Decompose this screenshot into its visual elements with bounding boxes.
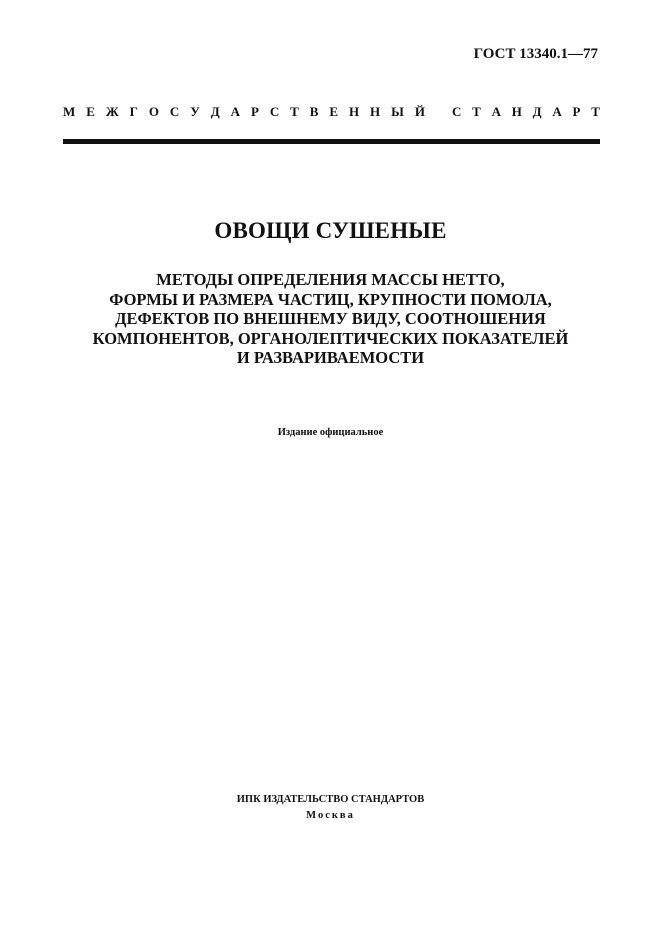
subtitle-line: КОМПОНЕНТОВ, ОРГАНОЛЕПТИЧЕСКИХ ПОКАЗАТЕЛЕЙ [92,328,569,348]
banner-letter: С [452,104,462,119]
banner-letter: Т [290,104,299,119]
category-word-interstate [63,104,425,120]
banner-letter: Н [348,104,360,119]
publisher-name: ИПК ИЗДАТЕЛЬСТВО СТАНДАРТОВ [236,794,425,805]
banner-letter: Й [414,104,425,119]
publisher-city: Москва [306,810,355,821]
banner-letter: А [491,104,501,119]
banner-letter: А [230,104,240,119]
edition-note: Издание официальное [277,427,384,438]
banner-letter: Ы [391,104,404,119]
banner-letter: Г [129,104,138,119]
banner-letter: Н [511,104,522,119]
banner-letter: Н [370,104,381,119]
banner-letter: В [309,104,319,119]
banner-letter: М [63,104,76,119]
header-rule [63,139,600,144]
banner-letter: Е [86,104,95,119]
banner-letter: О [148,104,159,119]
subtitle-line: МЕТОДЫ ОПРЕДЕЛЕНИЯ МАССЫ НЕТТО, [156,270,505,289]
banner-letter: Р [250,104,259,119]
banner-letter: Е [329,104,339,119]
document-subtitle [60,270,601,368]
banner-letter: Д [532,104,542,119]
document-title: ОВОЩИ СУШЕНЫЕ [214,218,447,243]
standard-number: ГОСТ 13340.1—77 [473,46,598,62]
banner-letter: Д [210,104,220,119]
banner-letter: С [169,104,180,119]
banner-letter: У [190,104,200,119]
category-word-standard [452,104,600,120]
subtitle-line: И РАЗВАРИВАЕМОСТИ [236,348,425,367]
subtitle-line: ФОРМЫ И РАЗМЕРА ЧАСТИЦ, КРУПНОСТИ ПОМОЛА, [109,289,552,309]
banner-letter: Р [572,104,581,119]
subtitle-line: ДЕФЕКТОВ ПО ВНЕШНЕМУ ВИДУ, СООТНОШЕНИЯ [115,309,546,328]
banner-letter: А [552,104,562,119]
banner-letter: С [269,104,280,119]
banner-letter: Т [591,104,600,119]
category-banner [63,104,600,120]
banner-letter: Т [472,104,481,119]
banner-letter: Ж [105,104,119,119]
